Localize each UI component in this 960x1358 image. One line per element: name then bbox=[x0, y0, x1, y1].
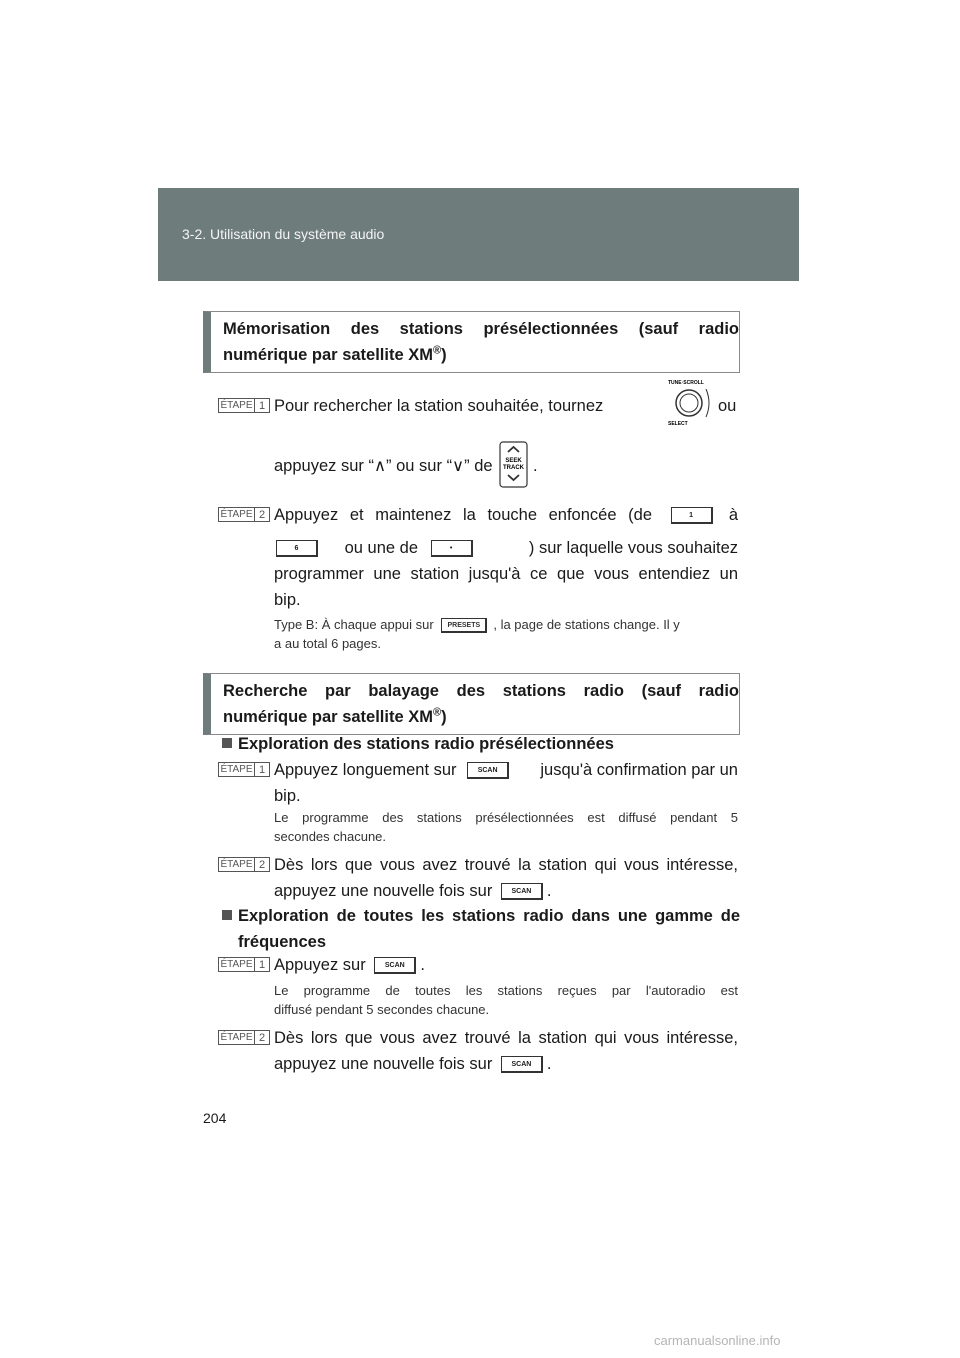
step-badge: ÉTAPE 1 bbox=[218, 398, 270, 413]
seek-track-button-icon bbox=[499, 441, 529, 489]
step-text: appuyez sur “∧” ou sur “∨” de bbox=[274, 457, 493, 475]
svg-text:TUNE·SCROLL: TUNE·SCROLL bbox=[668, 380, 704, 386]
note-text: Le programme des stations présélectionnées est diffusé pendant 5 secondes chacune. bbox=[274, 810, 738, 844]
step-text: Appuyez sur SCAN . bbox=[274, 956, 425, 974]
scan-button-icon: SCAN bbox=[374, 957, 416, 974]
section-heading-presets: Mémorisation des stations présélectionnées (sauf radio numérique par satellite XM®) bbox=[203, 311, 740, 373]
subsection-heading: Exploration des stations radio présélectionnées bbox=[222, 731, 740, 757]
step-text: Appuyez longuement sur SCAN jusqu'à confirmation par un bip. bbox=[274, 761, 738, 805]
step-badge: ÉTAPE 1 bbox=[218, 957, 270, 972]
preset-6-button-icon: 6 bbox=[276, 540, 318, 557]
step-text: . bbox=[533, 457, 538, 475]
svg-text:TRACK: TRACK bbox=[503, 465, 524, 471]
step-text: Dès lors que vous avez trouvé la station qui vous intéresse, appuyez une nouvelle fois sur SCAN . bbox=[274, 1029, 738, 1073]
scan-button-icon: SCAN bbox=[467, 762, 509, 779]
tune-scroll-knob-icon bbox=[668, 377, 712, 427]
step-text: Appuyez et maintenez la touche enfoncée (de 1 à bbox=[274, 506, 738, 524]
step-text: programmer une station jusqu'à ce que vous entendiez un bip. bbox=[274, 565, 738, 609]
subsection-heading: Exploration de toutes les stations radio dans une gamme de fréquences bbox=[222, 903, 740, 955]
step-text: ou bbox=[718, 397, 737, 415]
scan-button-icon: SCAN bbox=[501, 1056, 543, 1073]
step-text: Dès lors que vous avez trouvé la station qui vous intéresse, appuyez une nouvelle fois sur SCAN . bbox=[274, 856, 738, 900]
step-badge: ÉTAPE 2 bbox=[218, 1030, 270, 1045]
square-bullet-icon bbox=[222, 910, 232, 920]
step-badge: ÉTAPE 2 bbox=[218, 507, 270, 522]
step-badge: ÉTAPE 1 bbox=[218, 762, 270, 777]
page-number: 204 bbox=[203, 1110, 227, 1126]
scan-button-icon: SCAN bbox=[501, 883, 543, 900]
step-badge: ÉTAPE 2 bbox=[218, 857, 270, 872]
preset-1-button-icon: 1 bbox=[671, 507, 713, 524]
note-text: Le programme de toutes les stations reçues par l'autoradio est diffusé pendant 5 secondes chacune. bbox=[274, 983, 738, 1017]
preset-dot-button-icon: • bbox=[431, 540, 473, 557]
chapter-title: 3-2. Utilisation du système audio bbox=[182, 226, 385, 242]
section-heading-scan: Recherche par balayage des stations radio (sauf radio numérique par satellite XM®) bbox=[203, 673, 740, 735]
chapter-header bbox=[158, 188, 799, 281]
svg-text:SEEK: SEEK bbox=[505, 458, 522, 464]
note-text: Type B: À chaque appui sur PRESETS , la page de stations change. Il y a au total 6 pages. bbox=[274, 617, 680, 651]
watermark: carmanualsonline.info bbox=[654, 1333, 781, 1348]
presets-button-icon: PRESETS bbox=[441, 618, 487, 633]
square-bullet-icon bbox=[222, 738, 232, 748]
step-text: 6 ou une de • ) sur laquelle vous souhaitez bbox=[274, 535, 738, 561]
svg-text:SELECT: SELECT bbox=[668, 421, 688, 427]
step-text: Pour rechercher la station souhaitée, tournez bbox=[274, 397, 604, 415]
